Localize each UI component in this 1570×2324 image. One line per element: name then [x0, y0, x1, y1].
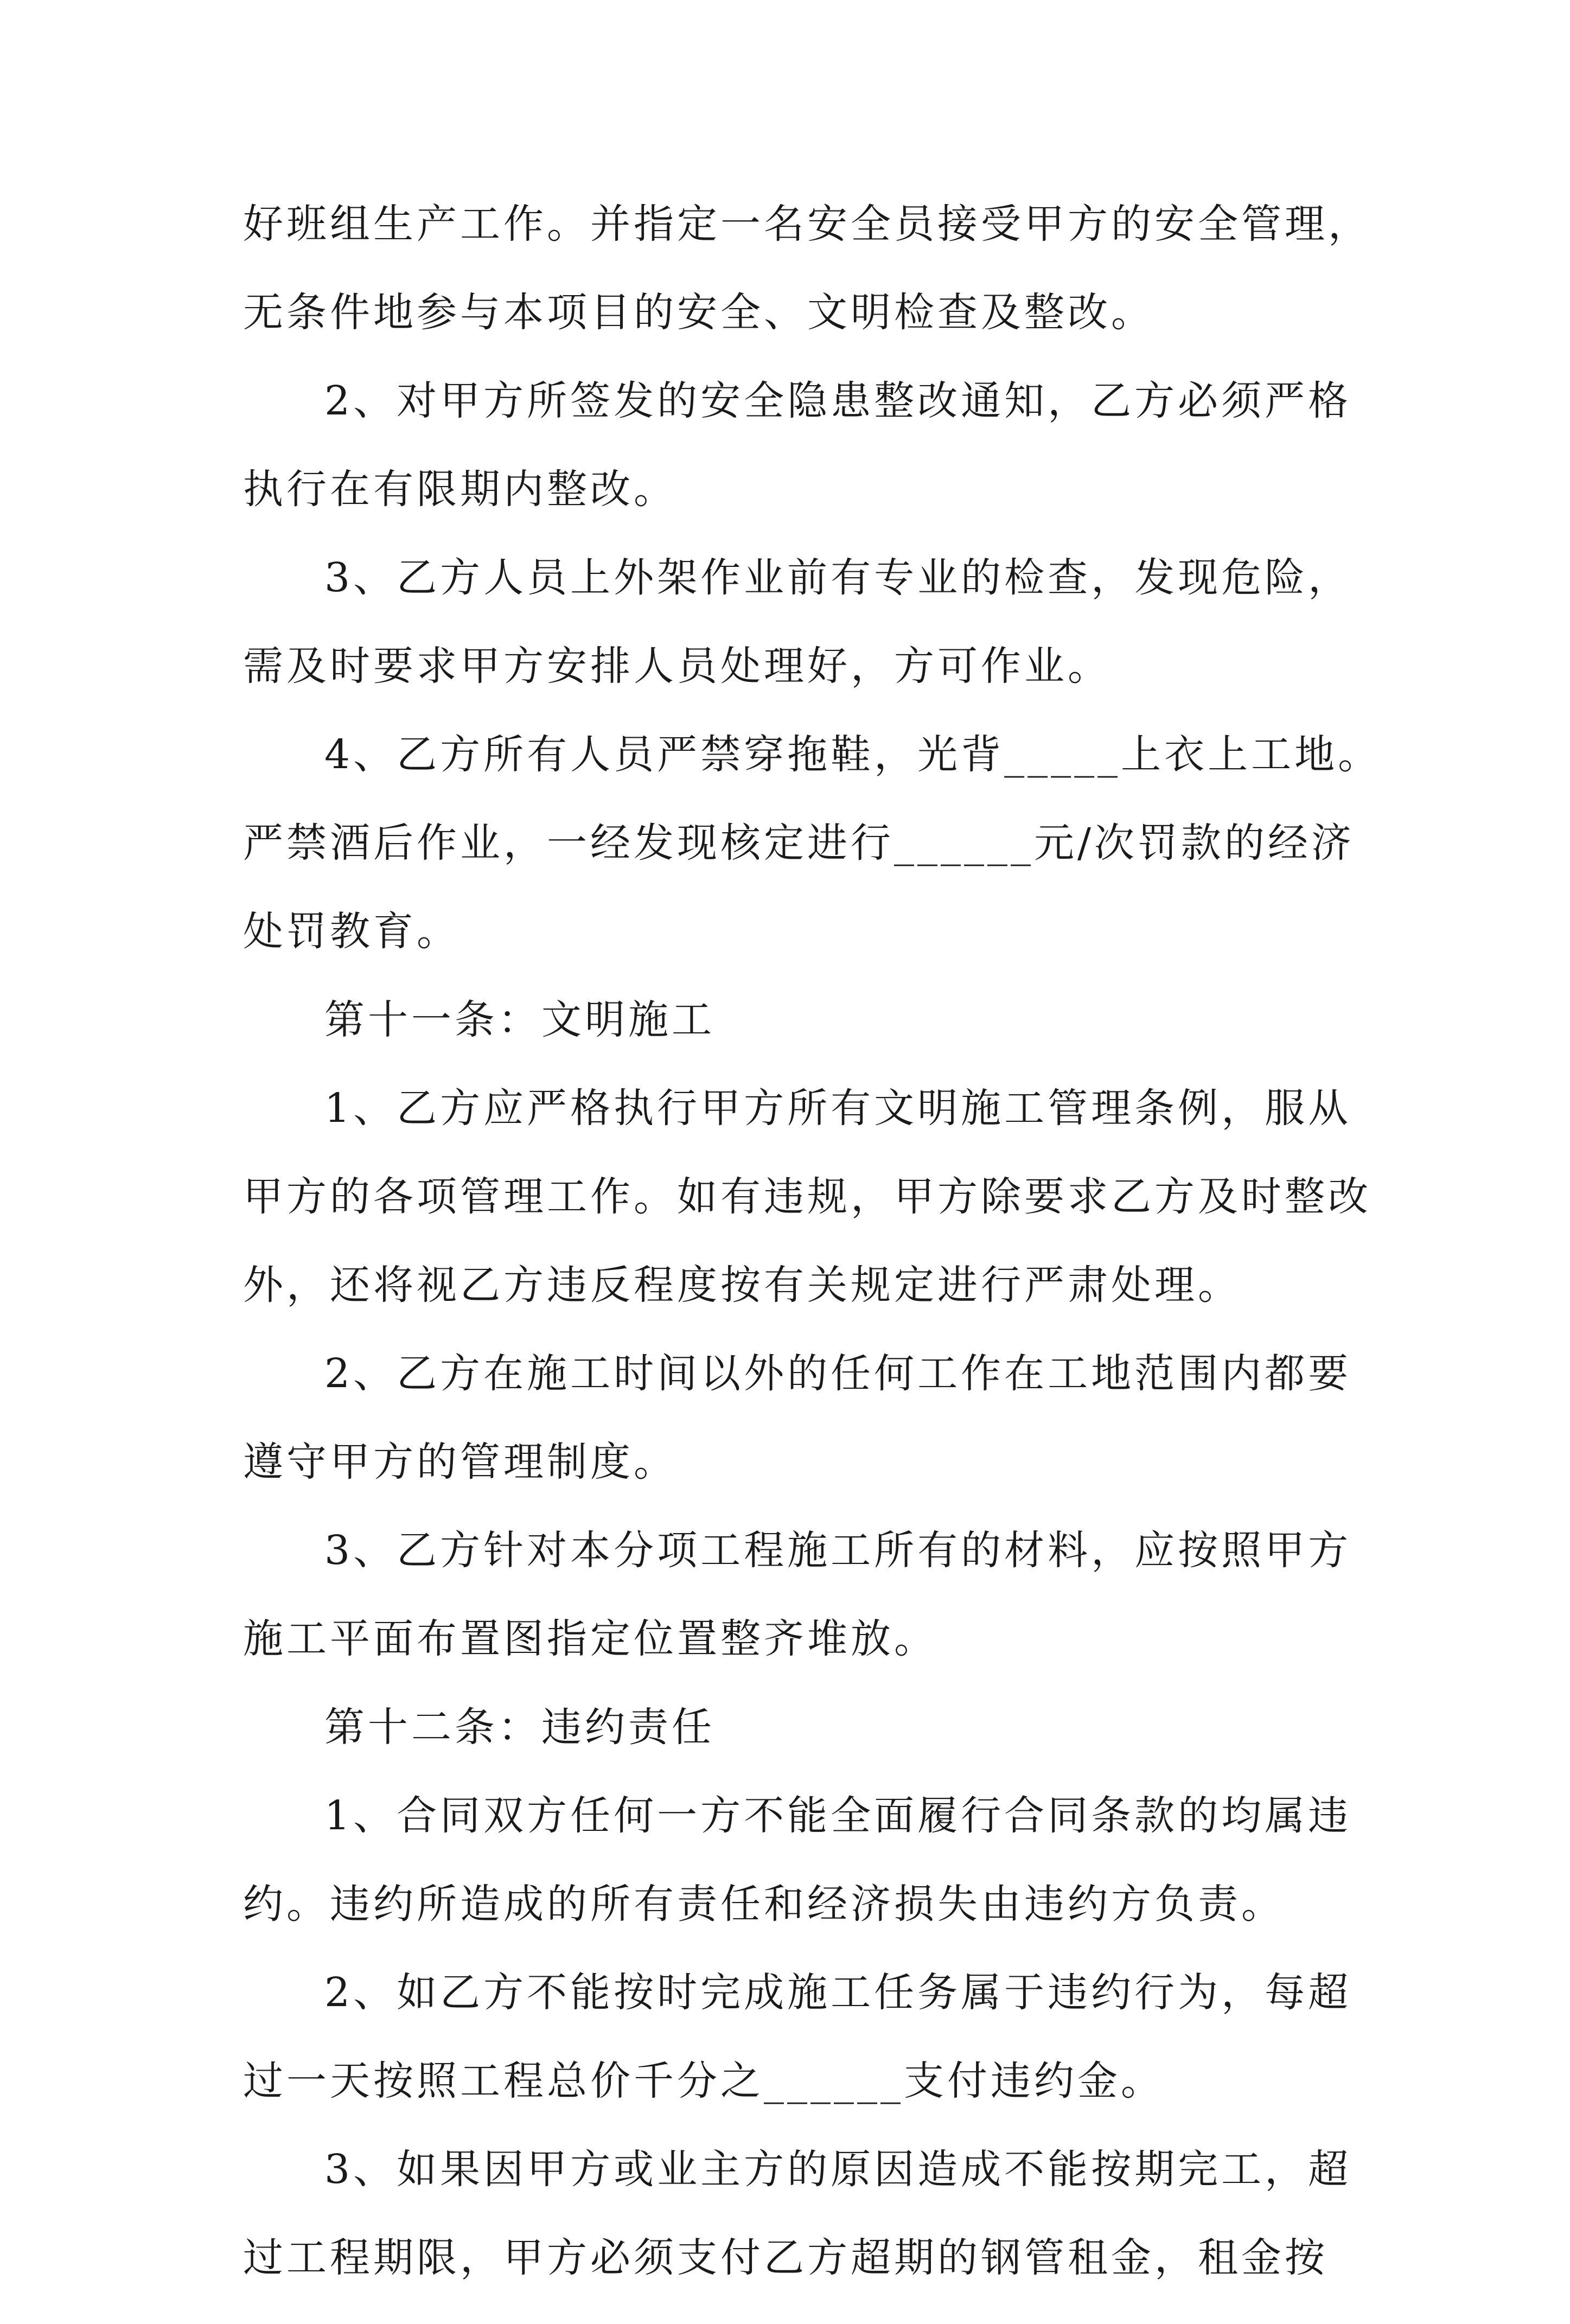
paragraph-first-line: 4、乙方所有人员严禁穿拖鞋，光背_____上衣上工地。	[324, 731, 1382, 778]
paragraph-line: 遵守甲方的管理制度。	[243, 1439, 677, 1485]
paragraph-line: 需及时要求甲方安排人员处理好，方可作业。	[243, 643, 1111, 689]
paragraph-line: 无条件地参与本项目的安全、文明检查及整改。	[243, 289, 1154, 336]
line-spacing	[243, 2104, 1339, 2147]
paragraph-line: 外，还将视乙方违反程度按有关规定进行严肃处理。	[243, 1262, 1241, 1308]
paragraph-line: 过工程期限，甲方必须支付乙方超期的钢管租金，租金按	[243, 2234, 1328, 2281]
paragraph-first-line: 2、如乙方不能按时完成施工任务属于违约行为，每超	[324, 1969, 1352, 2016]
line-spacing	[243, 2015, 1339, 2059]
paragraph-line: 过一天按照工程总价千分之______支付违约金。	[243, 2058, 1164, 2104]
paragraph-line: 约。违约所造成的所有责任和经济损失由违约方负责。	[243, 1881, 1285, 1927]
paragraph-line: 严禁酒后作业，一经发现核定进行______元/次罚款的经济	[243, 820, 1355, 866]
paragraph-line: 执行在有限期内整改。	[243, 466, 677, 513]
paragraph-first-line: 1、合同双方任何一方不能全面履行合同条款的均属违	[324, 1792, 1352, 1839]
line-spacing	[243, 866, 1339, 909]
line-spacing	[243, 247, 1339, 290]
line-spacing	[243, 335, 1339, 379]
line-spacing	[243, 689, 1339, 732]
line-spacing	[243, 1131, 1339, 1174]
paragraph-line: 处罚教育。	[243, 908, 460, 955]
paragraph-first-line: 第十一条：文明施工	[324, 997, 715, 1043]
paragraph-line: 甲方的各项管理工作。如有违规，甲方除要求乙方及时整改	[243, 1173, 1371, 1220]
line-spacing	[243, 1662, 1339, 1705]
paragraph-first-line: 3、乙方人员上外架作业前有专业的检查，发现危险，	[324, 554, 1352, 601]
line-spacing	[243, 2281, 1339, 2324]
paragraph-first-line: 3、如果因甲方或业主方的原因造成不能按期完工，超	[324, 2146, 1352, 2193]
paragraph-first-line: 好班组生产工作。并指定一名安全员接受甲方的安全管理，	[243, 201, 1371, 247]
line-spacing	[243, 1043, 1339, 1086]
line-spacing	[243, 1308, 1339, 1351]
line-spacing	[243, 777, 1339, 821]
line-spacing	[243, 512, 1339, 556]
paragraph-first-line: 2、乙方在施工时间以外的任何工作在工地范围内都要	[324, 1350, 1352, 1397]
paragraph-first-line: 3、乙方针对本分项工程施工所有的材料，应按照甲方	[324, 1527, 1352, 1574]
line-spacing	[243, 1838, 1339, 1882]
line-spacing	[243, 1485, 1339, 1528]
line-spacing	[243, 1396, 1339, 1440]
line-spacing	[243, 954, 1339, 998]
line-spacing	[243, 1750, 1339, 1793]
paragraph-first-line: 1、乙方应严格执行甲方所有文明施工管理条例，服从	[324, 1085, 1352, 1132]
paragraph-first-line: 第十二条：违约责任	[324, 1704, 715, 1751]
line-spacing	[243, 2192, 1339, 2236]
line-spacing	[243, 1220, 1339, 1263]
line-spacing	[243, 1927, 1339, 1970]
paragraph-line: 施工平面布置图指定位置整齐堆放。	[243, 1616, 937, 1662]
paragraph-first-line: 2、对甲方所签发的安全隐患整改通知，乙方必须严格	[324, 378, 1352, 424]
line-spacing	[243, 601, 1339, 644]
document-page	[243, 201, 1382, 2324]
line-spacing	[243, 424, 1339, 467]
line-spacing	[243, 1573, 1339, 1617]
